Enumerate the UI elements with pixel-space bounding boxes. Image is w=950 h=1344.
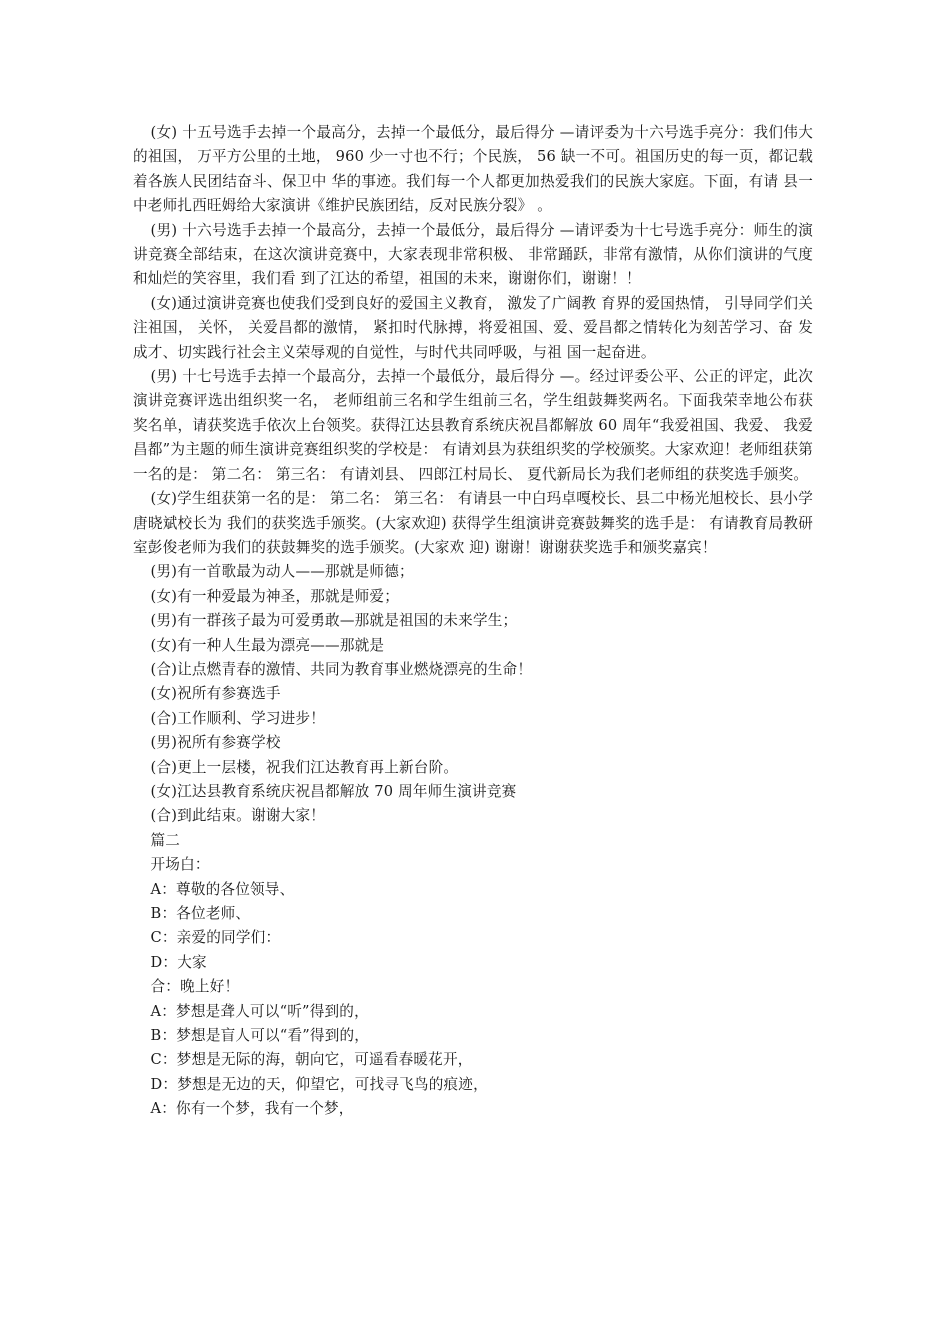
script-line: (女)有一种人生最为漂亮——那就是: [150, 636, 385, 654]
script-line: D：大家: [150, 953, 207, 971]
script-line: D：梦想是无边的天，仰望它，可找寻飞鸟的痕迹，: [150, 1075, 488, 1093]
document-body: [133, 121, 813, 1122]
paragraph-contestant-15: (女) 十五号选手去掉一个最高分，去掉一个最低分，最后得分 —请评委为十六号选手亮分：我们伟大的祖国， 万平方公里的土地， 960 少一寸也不行；个民族， 56 缺一不可。祖国历史的每一页，都记载着各族人民团结奋斗、保卫中 华的事迹。我们每一个人都更加热爱我们的民族大家庭。下面，有请 县一中老师扎西旺姆给大家演讲《维护民族团结，反对民族分裂》 。: [133, 124, 813, 215]
paragraph-student-awards: (女)学生组获第一名的是： 第二名： 第三名： 有请县一中白玛卓嘎校长、县二中杨光旭校长、县小学唐晓斌校长为 我们的获奖选手颁奖。(大家欢迎) 获得学生组演讲竞赛鼓舞奖的选手是： 有请教育局教研室彭俊老师为我们的获鼓舞奖的选手颁奖。(大家欢 迎) 谢谢！谢谢获奖选手和颁奖嘉宾！: [133, 490, 813, 556]
script-line: (女)祝所有参赛选手: [150, 685, 281, 703]
section-heading: 篇二: [150, 831, 181, 849]
paragraph-patriotic-education: (女)通过演讲竞赛也使我们受到良好的爱国主义教育， 激发了广阔教 育界的爱国热情， 引导同学们关注祖国， 关怀， 关爱昌都的激情， 紧扣时代脉搏，将爱祖国、爱、爱昌都之情转化为刻苦学习、奋 发成才、切实践行社会主义荣辱观的自觉性，与时代共同呼吸，与祖 国一起奋进。: [133, 294, 813, 361]
script-line: C：梦想是无际的海，朝向它，可遥看春暖花开，: [150, 1051, 473, 1069]
script-line: (男)有一首歌最为动人——那就是师德；: [150, 563, 414, 581]
script-line: (合)更上一层楼，祝我们江达教育再上新台阶。: [150, 758, 459, 776]
script-line: (男)有一群孩子最为可爱勇敢—那就是祖国的未来学生；: [150, 612, 518, 630]
script-line: (合)到此结束。谢谢大家！: [150, 807, 326, 825]
paragraph-contestant-17-awards: (男) 十七号选手去掉一个最高分，去掉一个最低分，最后得分 —。经过评委公平、公正的评定，此次演讲竞赛评选出组织奖一名， 老师组前三名和学生组前三名，学生组鼓舞奖两名。下面我荣幸地公布获奖名单，请获奖选手依次上台领奖。获得江达县教育系统庆祝昌都解放 60 周年“我爱祖国、我爱、 我爱昌都”为主题的师生演讲竞赛组织奖的学校是： 有请刘县为获组织奖的学校颁奖。大家欢迎！老师组获第一名的是： 第二名： 第三名： 有请刘县、 四郎江村局长、 夏代新局长为我们老师组的获奖选手颁奖。: [133, 368, 813, 483]
script-line: B：各位老师、: [150, 905, 251, 922]
script-line: (合)让点燃青春的激情、共同为教育事业燃烧漂亮的生命！: [150, 660, 533, 678]
script-line: (女)江达县教育系统庆祝昌都解放 70 周年师生演讲竞赛: [150, 782, 517, 800]
script-line: B：梦想是盲人可以“看”得到的，: [150, 1027, 370, 1045]
script-line: A：梦想是聋人可以“听”得到的，: [150, 1002, 369, 1020]
script-line: C：亲爱的同学们：: [150, 929, 281, 947]
script-line: (女)有一种爱最为神圣，那就是师爱；: [150, 587, 400, 605]
script-line: A：你有一个梦，我有一个梦，: [150, 1100, 354, 1118]
script-line: (合)工作顺利、学习进步！: [150, 709, 326, 727]
opening-heading: 开场白：: [150, 856, 210, 874]
script-line: 合：晚上好！: [150, 978, 240, 996]
script-line: A：尊敬的各位领导、: [150, 880, 295, 898]
script-line: (男)祝所有参赛学校: [150, 734, 281, 752]
paragraph-contestant-16: (男) 十六号选手去掉一个最高分，去掉一个最低分，最后得分 —请评委为十七号选手亮分：师生的演讲竞赛全部结束，在这次演讲竞赛中，大家表现非常积极、 非常踊跃，非常有激情，从你们演讲的气度和灿烂的笑容里，我们看 到了江达的希望，祖国的未来，谢谢你们，谢谢！！: [133, 221, 813, 288]
